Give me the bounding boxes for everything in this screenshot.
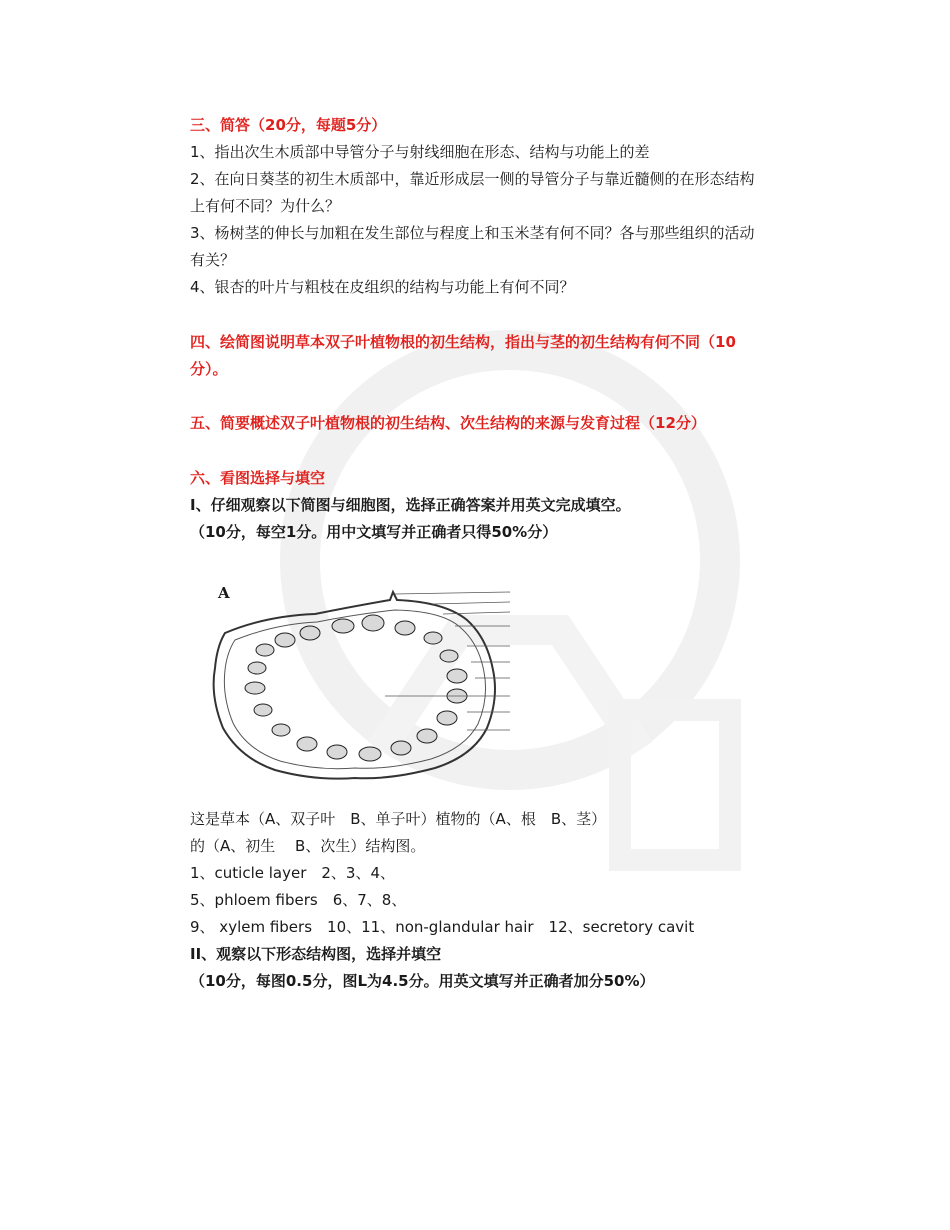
fill-line-2: 5、phloem fibers 6、7、8、 [190,891,407,909]
section4-heading-line2: 分）。 [190,360,228,378]
question-2-line2: 上有何不同？为什么？ [190,197,341,215]
question-3-line1: 3、杨树茎的伸长与加粗在发生部位与程度上和玉米茎有何不同？各与那些组织的活动 [190,224,755,242]
part2-note: （10分，每图0.5分，图L为4.5分。用英文填写并正确者加分50%） [190,972,655,990]
section4-heading-line1: 四、绘简图说明草本双子叶植物根的初生结构，指出与茎的初生结构有何不同（10 [190,333,736,351]
statement-line2: 的（A、初生 B、次生）结构图。 [190,837,426,855]
section5-heading: 五、简要概述双子叶植物根的初生结构、次生结构的来源与发育过程（12分） [190,414,706,432]
question-2-line1: 2、在向日葵茎的初生木质部中，靠近形成层一侧的导管分子与靠近髓侧的在形态结构 [190,170,755,188]
statement-line1: 这是草本（A、双子叶 B、单子叶）植物的（A、根 B、茎） [190,810,607,828]
question-3-line2: 有关？ [190,251,236,269]
part1-title: Ⅰ、仔细观察以下简图与细胞图，选择正确答案并用英文完成填空。 [190,496,631,514]
question-4: 4、银杏的叶片与粗枝在皮组织的结构与功能上有何不同？ [190,278,575,296]
section3-heading: 三、简答（20分，每题5分） [190,116,387,134]
fill-line-3: 9、 xylem fibers 10、11、non-glandular hair 12、secretory cavit [190,918,695,936]
stem-cross-section-figure [205,578,525,788]
figure-label: A [218,584,230,602]
fill-line-1: 1、cuticle layer 2、3、4、 [190,864,396,882]
part2-title: II、观察以下形态结构图，选择并填空 [190,945,442,963]
question-1: 1、指出次生木质部中导管分子与射线细胞在形态、结构与功能上的差 [190,143,650,161]
part1-note: （10分，每空1分。用中文填写并正确者只得50%分） [190,523,558,541]
section6-heading: 六、看图选择与填空 [190,469,326,487]
